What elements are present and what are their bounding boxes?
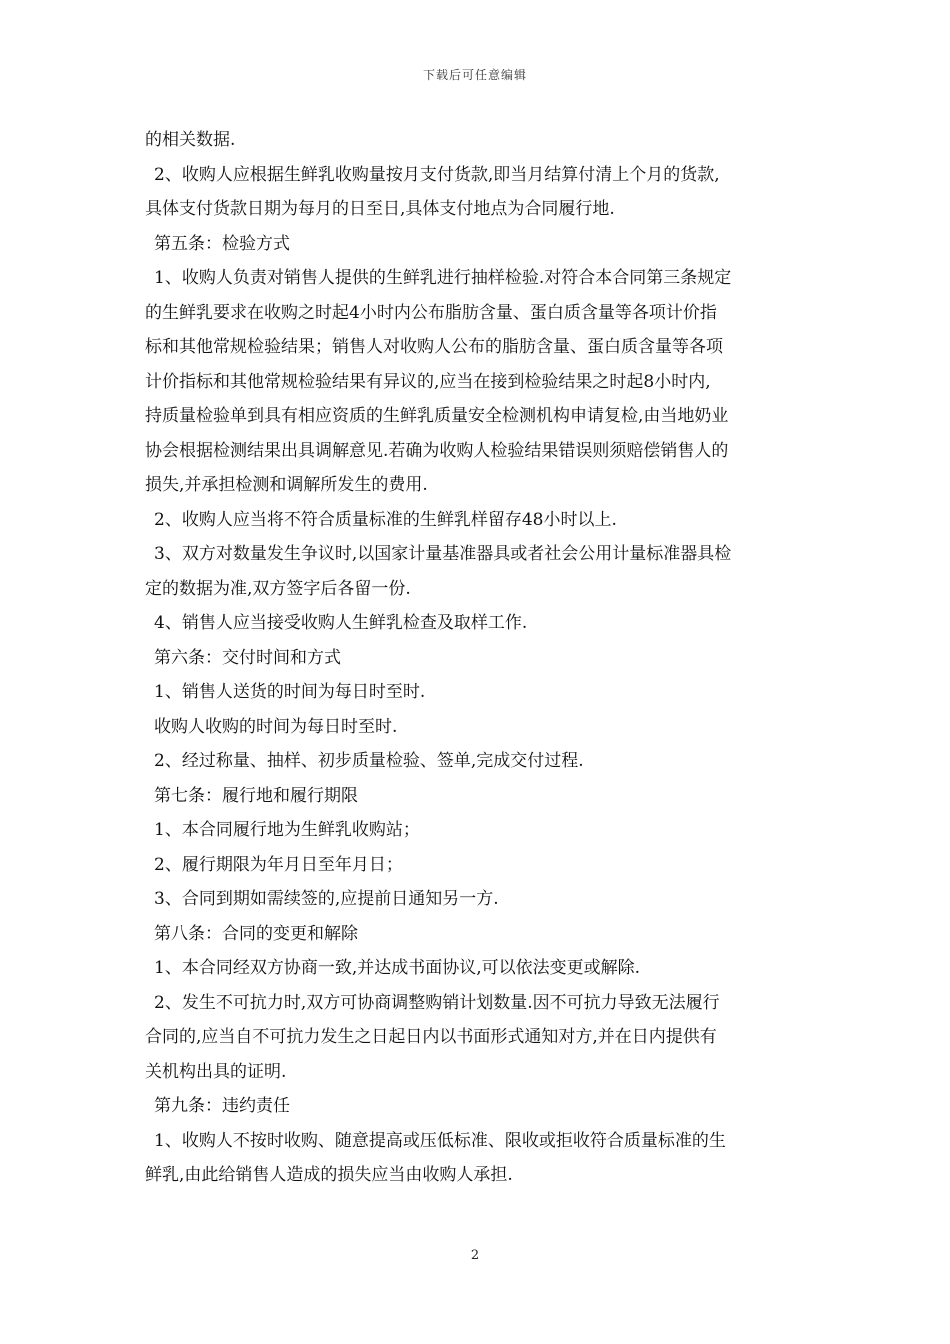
text-line: 2、发生不可抗力时,双方可协商调整购销计划数量.因不可抗力导致无法履行	[154, 992, 720, 1013]
text-line: 2、经过称量、抽样、初步质量检验、签单,完成交付过程.	[154, 751, 584, 771]
text-line: 损失,并承担检测和调解所发生的费用.	[145, 475, 428, 495]
text-line: 鲜乳,由此给销售人造成的损失应当由收购人承担.	[145, 1165, 513, 1185]
text-line: 合同的,应当自不可抗力发生之日起日内以书面形式通知对方,并在日内提供有	[145, 1027, 717, 1047]
text-line: 2、履行期限为年月日至年月日；	[154, 854, 403, 875]
text-line: 的相关数据.	[145, 130, 236, 150]
text-line: 的生鲜乳要求在收购之时起4小时内公布脂肪含量、蛋白质含量等各项计价指	[145, 302, 717, 323]
text-line: 1、本合同履行地为生鲜乳收购站；	[154, 820, 420, 840]
text-line: 第六条：交付时间和方式	[154, 647, 341, 668]
text-line: 1、收购人不按时收购、随意提高或压低标准、限收或拒收符合质量标准的生	[154, 1130, 726, 1151]
text-line: 标和其他常规检验结果；销售人对收购人公布的脂肪含量、蛋白质含量等各项	[145, 337, 723, 357]
text-line: 收购人收购的时间为每日时至时.	[154, 716, 398, 737]
text-line: 2、收购人应当将不符合质量标准的生鲜乳样留存48小时以上.	[154, 509, 617, 530]
text-line: 第七条：履行地和履行期限	[154, 785, 358, 806]
text-line: 4、销售人应当接受收购人生鲜乳检查及取样工作.	[154, 613, 528, 633]
text-line: 第八条：合同的变更和解除	[154, 923, 358, 944]
text-line: 1、收购人负责对销售人提供的生鲜乳进行抽样检验.对符合本合同第三条规定	[154, 268, 732, 288]
document-body	[145, 123, 807, 1193]
text-line: 3、双方对数量发生争议时,以国家计量基准器具或者社会公用计量标准器具检	[154, 544, 732, 564]
text-line: 计价指标和其他常规检验结果有异议的,应当在接到检验结果之时起8小时内,	[145, 371, 711, 392]
text-line: 关机构出具的证明.	[145, 1061, 287, 1082]
text-line: 持质量检验单到具有相应资质的生鲜乳质量安全检测机构申请复检,由当地奶业	[145, 406, 729, 426]
text-line: 第五条：检验方式	[154, 233, 290, 254]
page-header: 下载后可任意编辑	[422, 68, 527, 82]
text-line: 1、销售人送货的时间为每日时至时.	[154, 682, 426, 702]
text-line: 1、本合同经双方协商一致,并达成书面协议,可以依法变更或解除.	[154, 958, 641, 978]
text-line: 3、合同到期如需续签的,应提前日通知另一方.	[154, 889, 499, 909]
text-line: 具体支付货款日期为每月的日至日,具体支付地点为合同履行地.	[145, 199, 615, 219]
page-number: 2	[470, 1248, 480, 1263]
text-line: 2、收购人应根据生鲜乳收购量按月支付货款,即当月结算付清上个月的货款,	[154, 164, 720, 185]
text-line: 定的数据为准,双方签字后各留一份.	[145, 578, 411, 599]
text-line: 第九条：违约责任	[154, 1096, 290, 1116]
text-line: 协会根据检测结果出具调解意见.若确为收购人检验结果错误则须赔偿销售人的	[145, 440, 729, 461]
